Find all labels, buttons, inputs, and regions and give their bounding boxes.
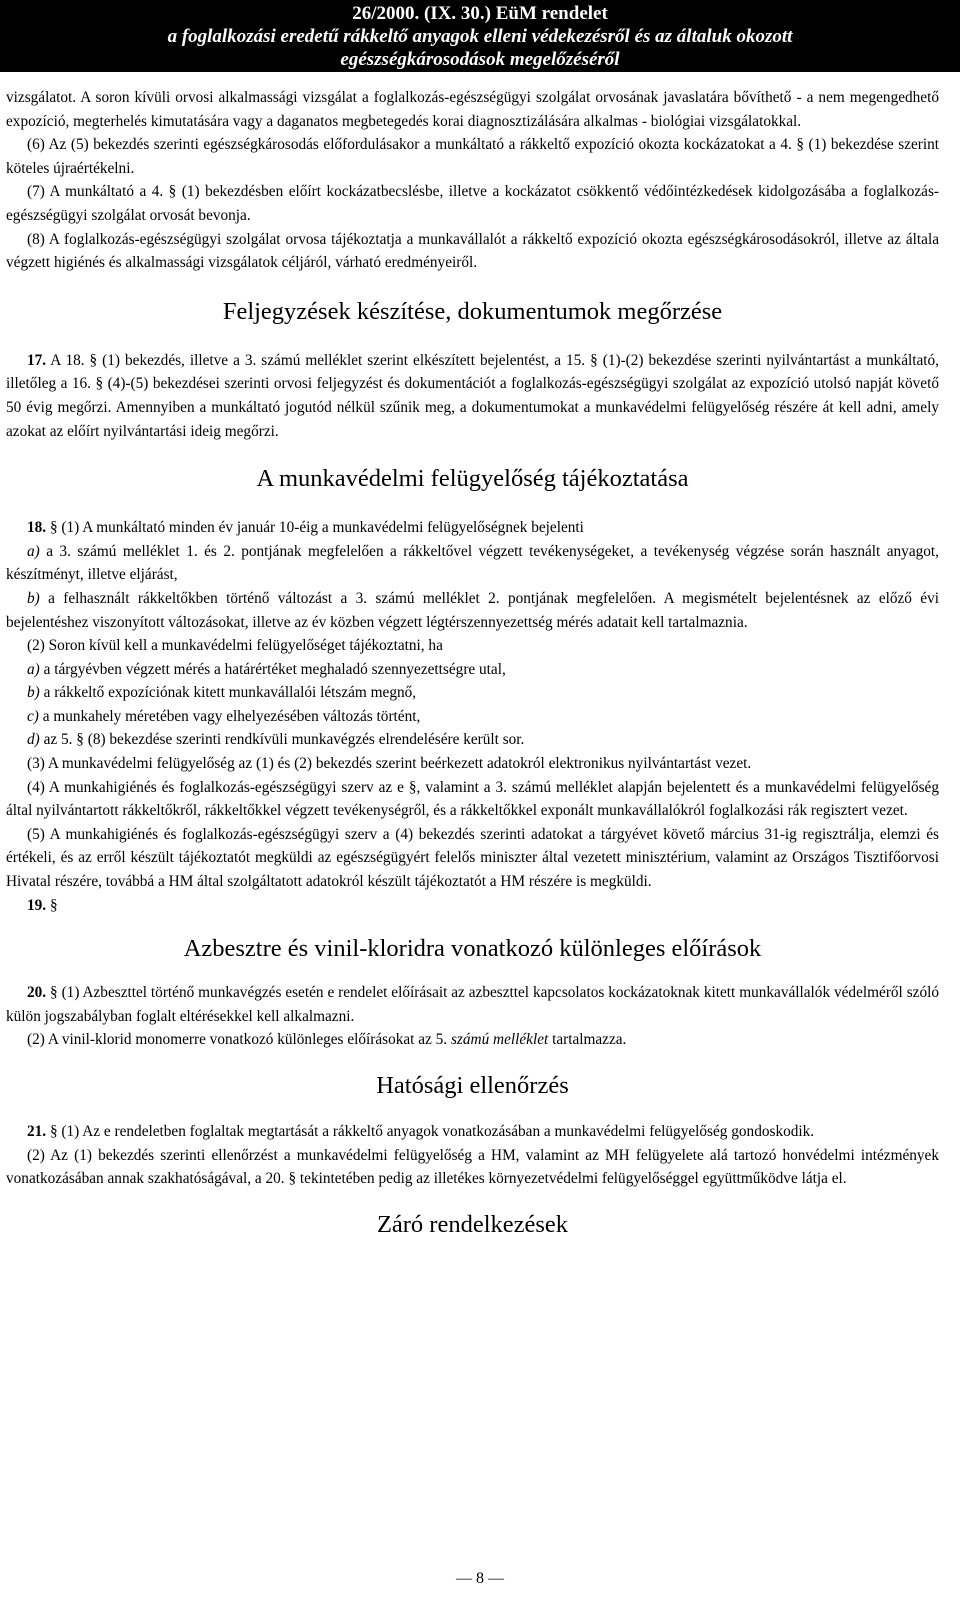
- list-text: az 5. § (8) bekezdése szerinti rendkívüli munkavégzés elrendelésére került sor.: [39, 731, 525, 749]
- paragraph-6: (6) Az (5) bekezdés szerinti egészségkárosodás előfordulásakor a munkáltató a rákkeltő expozíció okozta kockázatokat a 4. § (1) bekezdése szerint köteles újraértékelni.: [6, 136, 939, 177]
- list-item-2c: [6, 705, 939, 729]
- article-number: 18.: [27, 519, 47, 537]
- paragraph-text: (2) A vinil-klorid monomerre vonatkozó különleges előírásokat az 5.: [27, 1031, 451, 1049]
- list-label: d): [27, 731, 40, 749]
- paragraph-18-4: (4) A munkahigiénés és foglalkozás-egészségügyi szerv az e §, valamint a 3. számú melléklet alapján bejelentett és a munkavédelmi felügyelőség által nyilvántartott rákkeltőkről, rákkeltőkkel végzett tevékenységről, és a rákkeltőkkel exponált munkavállalókról foglalkozási rák regisztert vezet.: [6, 778, 939, 820]
- section-heading-final: Záró rendelkezések: [376, 1210, 569, 1238]
- header-title-line2: egészségkárosodások megelőzéséről: [340, 49, 620, 70]
- list-label: a): [27, 660, 40, 678]
- article-text: §: [46, 896, 58, 914]
- paragraph-18-3: (3) A munkavédelmi felügyelőség az (1) és (2) bekezdés szerint beérkezett adatokról elektronikus nyilvántartást vezet.: [27, 755, 752, 773]
- section-heading-records: Feljegyzések készítése, dokumentumok megőrzése: [222, 297, 723, 325]
- list-text: a tárgyévben végzett mérés a határértéket meghaladó szennyezettségre utal,: [39, 660, 506, 678]
- list-label: b): [27, 684, 40, 702]
- list-text: a munkahely méretében vagy elhelyezésében változás történt,: [38, 707, 421, 725]
- paragraph-18-5: (5) A munkahigiénés és foglalkozás-egészségügyi szerv a (4) bekezdés szerinti adatokat a tárgyévet követő március 31-ig regisztrálja, elemzi és értékeli, és az erről készült tájékoztatót megküldi az egészségügyért felelős miniszter által vezetett minisztérium, valamint az Országos Tisztifőorvosi Hivatal részére, továbbá a HM által szolgáltatott adatokról készült tájékoztatót a HM részére is megküldi.: [6, 825, 939, 891]
- header-title-line1: a foglalkozási eredetű rákkeltő anyagok elleni védekezésről és az általuk okozott: [167, 26, 793, 47]
- list-text: a 3. számú melléklet 1. és 2. pontjának megfelelően a rákkeltővel végzett tevékenységeket, a tevékenység végzése során használt anyagot, készítményt, illetve eljárást,: [6, 542, 939, 584]
- paragraph-continuation: vizsgálatot. A soron kívüli orvosi alkalmassági vizsgálat a foglalkozás-egészségügyi szolgálat orvosának javaslatára bővíthető - a nem megengedhető expozíció, megterhelés kimutatására vagy a daganatos megbetegedés korai diagnosztizálására alkalmas - biológiai vizsgálatokkal.: [6, 89, 939, 130]
- article-number: 19.: [27, 896, 47, 914]
- section-heading-inspection: Hatósági ellenőrzés: [376, 1072, 569, 1099]
- article-20: [6, 981, 939, 1028]
- document-header: [0, 0, 960, 72]
- paragraph-8: (8) A foglalkozás-egészségügyi szolgálat orvosa tájékoztatja a munkavállalót a rákkeltő expozíció okozta egészségkárosodásokról, illetve az általa végzett higiénés és alkalmassági vizsgálatok céljáról, várható eredményeiről.: [6, 230, 939, 272]
- list-text: a rákkeltő expozíciónak kitett munkavállalói létszám megnő,: [39, 684, 417, 702]
- article-text: A 18. § (1) bekezdés, illetve a 3. számú melléklet szerint elkészített bejelentést, a 15. § (1)-(2) bekezdése szerinti nyilvántartást a munkáltató, illetőleg a 16. § (4)-(5) bekezdései szerinti orvosi feljegyzést és dokumentációt a foglalkozás-egészségügyi szolgálat az expozíció utolsó napját követő 50 évig megőrzi. Amennyiben a munkáltató jogutód nélkül szűnik meg, a dokumentumokat a munkavédelmi felügyelőség részére át kell adni, amely azokat az előírt nyilvántartási ideig megőrzi.: [6, 351, 939, 440]
- article-17: [6, 349, 939, 443]
- article-19: [6, 894, 939, 918]
- list-text: a felhasznált rákkeltőkben történő változást a 3. számú melléklet 2. pontjának megfelelően. A megismételt bejelentésnek az előző évi bejelentéshez viszonyított változásokat, illetve az év közben végzett légtérszennyezettség mérés adatait kell tartalmaznia.: [6, 589, 939, 631]
- list-item-2d: [6, 728, 939, 752]
- article-number: 17.: [27, 351, 47, 369]
- article-text: § (1) A munkáltató minden év január 10-éig a munkavédelmi felügyelőségnek bejelenti: [46, 519, 584, 537]
- annex-reference: számú melléklet: [450, 1031, 549, 1049]
- article-number: 20.: [27, 984, 47, 1002]
- article-21: [6, 1120, 939, 1144]
- page-number: — 8 —: [456, 1570, 504, 1587]
- list-label: c): [27, 707, 39, 725]
- document-body: [0, 72, 960, 1240]
- article-number: 21.: [27, 1123, 47, 1140]
- list-item-a: [6, 540, 939, 587]
- article-text: § (1) Az e rendeletben foglaltak megtartását a rákkeltő anyagok vonatkozásában a munkavédelmi felügyelőség gondoskodik.: [46, 1123, 815, 1140]
- section-heading-asbestos: Azbesztre és vinil-kloridra vonatkozó különleges előírások: [183, 935, 762, 963]
- header-decree-number: 26/2000. (IX. 30.) EüM rendelet: [352, 3, 608, 24]
- article-text: § (1) Azbeszttel történő munkavégzés esetén e rendelet előírásait az azbeszttel kapcsolatos kockázatoknak kitett munkavállalók védelméről szóló külön jogszabályban foglalt eltérésekkel kell alkalmazni.: [6, 984, 939, 1025]
- article-18: [6, 516, 939, 540]
- paragraph-18-2: (2) Soron kívül kell a munkavédelmi felügyelőséget tájékoztatni, ha: [27, 637, 443, 655]
- paragraph-20-2: [6, 1028, 939, 1052]
- list-item-2b: [6, 681, 939, 705]
- list-label: b): [27, 589, 40, 607]
- paragraph-7: (7) A munkáltató a 4. § (1) bekezdésben előírt kockázatbecslésbe, illetve a kockázatot csökkentő védőintézkedések kidolgozásába a foglalkozás-egészségügyi szolgálat orvosát bevonja.: [6, 183, 939, 224]
- paragraph-21-2: (2) Az (1) bekezdés szerinti ellenőrzést a munkavédelmi felügyelőség a HM, valamint az MH felügyelete alá tartozó honvédelmi intézmények vonatkozásában annak szakhatóságával, a 20. § tekintetében pedig az illetékes környezetvédelmi felügyelőséggel együttműködve látja el.: [6, 1146, 939, 1188]
- list-label: a): [27, 542, 40, 560]
- paragraph-text-end: tartalmazza.: [548, 1031, 627, 1049]
- list-item-2a: [6, 658, 939, 682]
- section-heading-inspectorate: A munkavédelmi felügyelőség tájékoztatása: [256, 465, 689, 493]
- list-item-b: [6, 587, 939, 634]
